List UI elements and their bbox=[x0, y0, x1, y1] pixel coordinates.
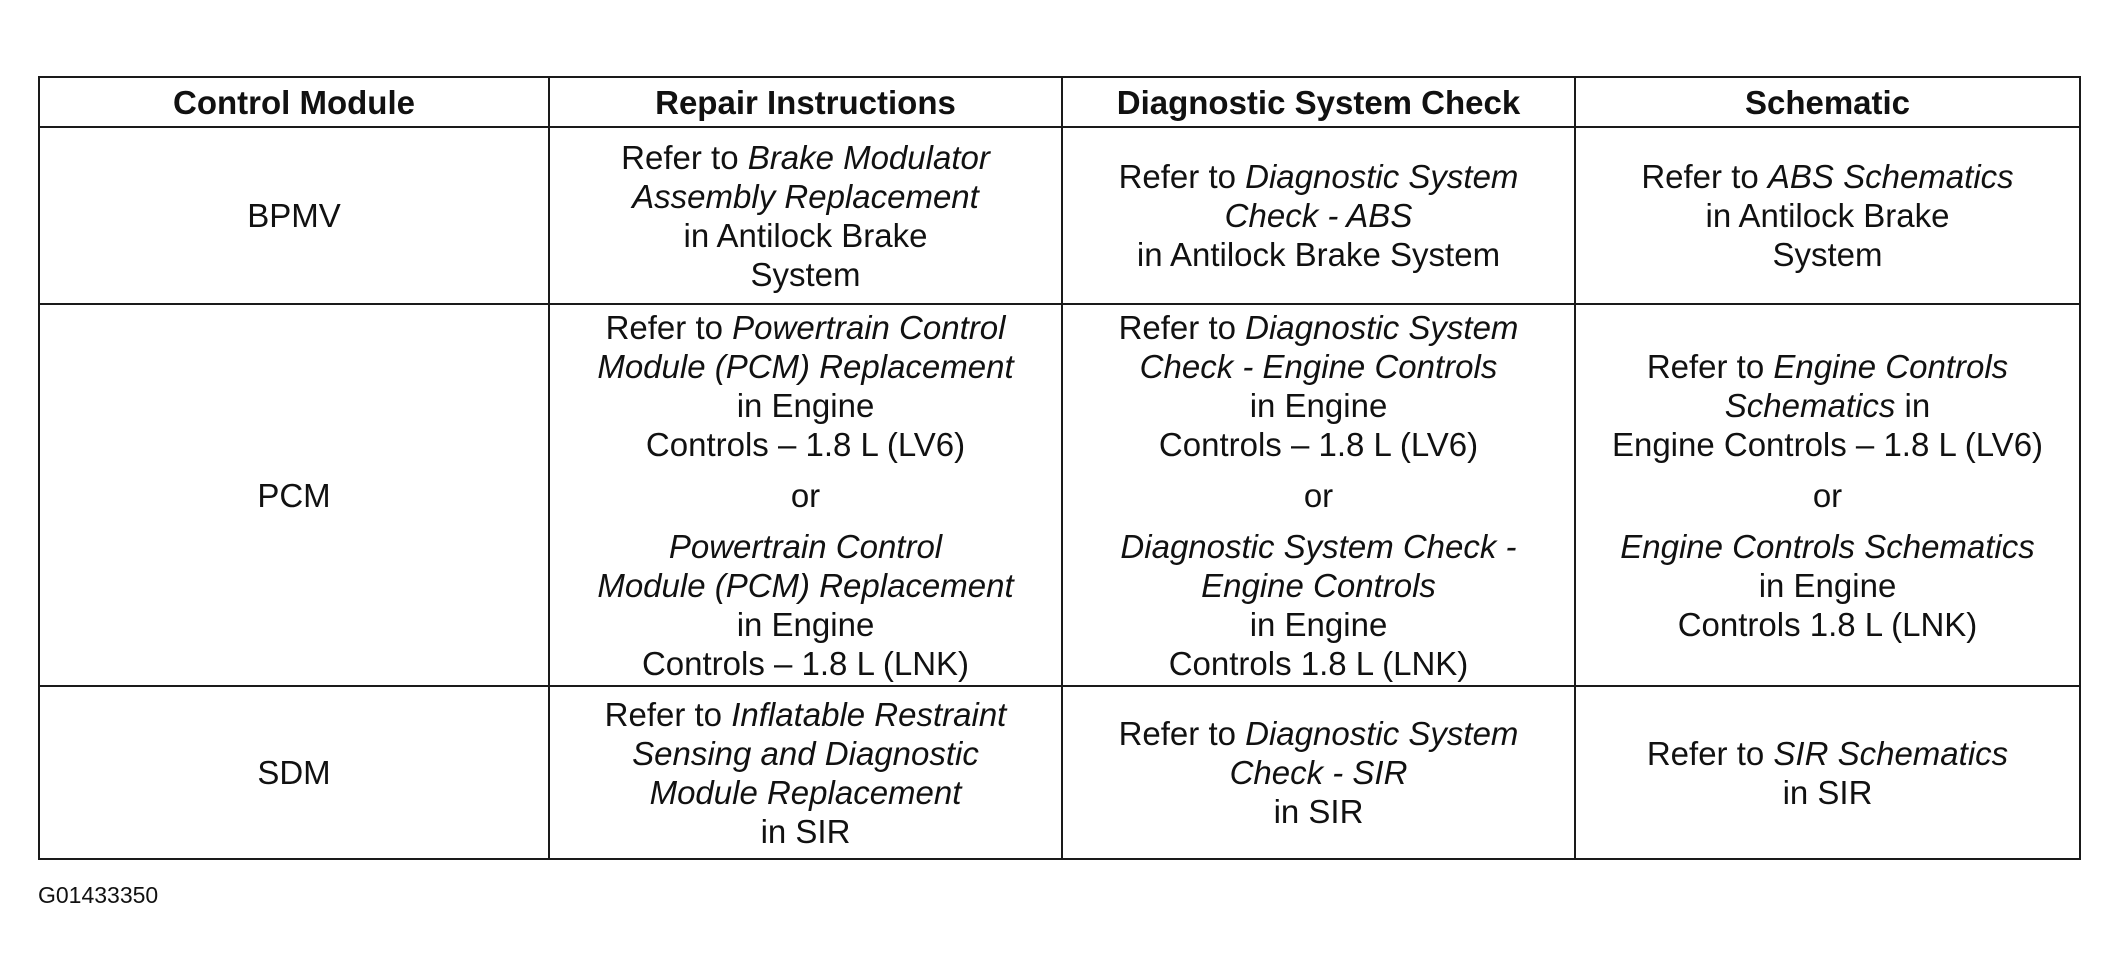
reference-title-text: Diagnostic System bbox=[1245, 715, 1519, 752]
module-cell: BPMV bbox=[39, 127, 549, 304]
cell-line bbox=[1073, 527, 1564, 566]
diagnostic-cell bbox=[1062, 686, 1575, 859]
cell-text: Controls 1.8 L (LNK) bbox=[1677, 605, 1978, 643]
cell-line bbox=[1073, 308, 1564, 347]
cell-line bbox=[1073, 425, 1564, 464]
cell-text: Refer to bbox=[1646, 347, 1774, 385]
reference-title-text: ABS Schematics bbox=[1767, 158, 2014, 195]
reference-title-text: Brake Modulator bbox=[747, 138, 990, 176]
cell-text: in Engine bbox=[1249, 605, 1388, 643]
cell-line bbox=[560, 308, 1051, 347]
repair-cell bbox=[549, 304, 1062, 686]
cell-line bbox=[560, 476, 1051, 515]
reference-title-text: Module Replacement bbox=[649, 773, 962, 811]
cell-text: Refer to bbox=[605, 308, 733, 346]
reference-title-text: Check - Engine Controls bbox=[1139, 347, 1498, 385]
cell-line bbox=[560, 425, 1051, 464]
header-diagnostic-system-check: Diagnostic System Check bbox=[1062, 77, 1575, 127]
cell-text: in Engine bbox=[1249, 386, 1388, 424]
cell-line bbox=[560, 695, 1051, 734]
reference-title-text: Diagnostic System bbox=[1245, 158, 1519, 195]
control-module-reference-table bbox=[38, 76, 2081, 860]
reference-title-text: Check - ABS bbox=[1224, 197, 1413, 234]
cell-line bbox=[560, 566, 1051, 605]
reference-title-text: Diagnostic System bbox=[1245, 308, 1519, 346]
table-row-sdm bbox=[39, 686, 2080, 859]
cell-line bbox=[1586, 386, 2069, 425]
cell-line bbox=[1073, 157, 1564, 196]
cell-line bbox=[560, 255, 1051, 294]
reference-title-text: Diagnostic System Check - bbox=[1120, 527, 1517, 565]
cell-line bbox=[1073, 386, 1564, 425]
header-schematic: Schematic bbox=[1575, 77, 2080, 127]
cell-line bbox=[1586, 476, 2069, 515]
cell-line bbox=[560, 138, 1051, 177]
cell-text: Refer to bbox=[1118, 715, 1246, 752]
cell-text: Refer to bbox=[1118, 308, 1246, 346]
cell-text: or bbox=[790, 476, 821, 514]
module-cell: SDM bbox=[39, 686, 549, 859]
figure-id-label: G01433350 bbox=[38, 882, 159, 908]
cell-text: in SIR bbox=[1782, 773, 1873, 811]
cell-text: Refer to bbox=[604, 695, 732, 733]
schematic-cell bbox=[1575, 127, 2080, 304]
header-control-module: Control Module bbox=[39, 77, 549, 127]
cell-text: in Antilock Brake bbox=[683, 216, 928, 254]
cell-text: in Engine bbox=[1758, 566, 1897, 604]
cell-line bbox=[1586, 773, 2069, 812]
repair-cell bbox=[549, 127, 1062, 304]
cell-text: System bbox=[1772, 236, 1883, 273]
schematic-cell bbox=[1575, 686, 2080, 859]
reference-title-text: Engine Controls bbox=[1773, 347, 2009, 385]
reference-title-text: Check - SIR bbox=[1229, 754, 1408, 791]
cell-text: or bbox=[1812, 476, 1843, 514]
cell-line bbox=[1586, 235, 2069, 274]
cell-line bbox=[1073, 714, 1564, 753]
cell-line bbox=[1073, 196, 1564, 235]
reference-title-text: Module (PCM) Replacement bbox=[597, 566, 1014, 604]
cell-line bbox=[1586, 196, 2069, 235]
schematic-cell bbox=[1575, 304, 2080, 686]
reference-title-text: Inflatable Restraint bbox=[731, 695, 1007, 733]
cell-line bbox=[1586, 605, 2069, 644]
module-cell: PCM bbox=[39, 304, 549, 686]
cell-line bbox=[560, 177, 1051, 216]
cell-line bbox=[560, 812, 1051, 851]
cell-text: or bbox=[1303, 476, 1334, 514]
diagnostic-cell bbox=[1062, 304, 1575, 686]
cell-line bbox=[1073, 792, 1564, 831]
cell-line bbox=[1073, 644, 1564, 683]
cell-line bbox=[560, 527, 1051, 566]
cell-line bbox=[1073, 605, 1564, 644]
cell-line bbox=[560, 773, 1051, 812]
cell-text: Controls – 1.8 L (LNK) bbox=[641, 644, 970, 682]
repair-cell bbox=[549, 686, 1062, 859]
cell-text: in Engine bbox=[736, 386, 875, 424]
diagnostic-cell bbox=[1062, 127, 1575, 304]
reference-title-text: SIR Schematics bbox=[1773, 734, 2009, 772]
cell-text: Controls 1.8 L (LNK) bbox=[1168, 644, 1469, 682]
reference-title-text: Powertrain Control bbox=[668, 527, 943, 565]
cell-text: Controls – 1.8 L (LV6) bbox=[1158, 425, 1479, 463]
cell-line bbox=[1586, 566, 2069, 605]
cell-text: in bbox=[1895, 386, 1931, 424]
cell-line bbox=[1073, 347, 1564, 386]
cell-text: in SIR bbox=[760, 812, 851, 850]
reference-title-text: Powertrain Control bbox=[732, 308, 1006, 346]
cell-line bbox=[1073, 476, 1564, 515]
cell-line bbox=[1586, 527, 2069, 566]
cell-text: Refer to bbox=[1641, 158, 1768, 195]
cell-line bbox=[560, 734, 1051, 773]
cell-line bbox=[1586, 157, 2069, 196]
reference-title-text: Assembly Replacement bbox=[632, 177, 979, 215]
cell-line bbox=[560, 644, 1051, 683]
cell-line bbox=[1586, 425, 2069, 464]
cell-text: in Antilock Brake bbox=[1705, 197, 1950, 234]
cell-text: in Engine bbox=[736, 605, 875, 643]
cell-text: Refer to bbox=[1646, 734, 1774, 772]
reference-title-text: Sensing and Diagnostic bbox=[632, 734, 979, 772]
header-repair-instructions: Repair Instructions bbox=[549, 77, 1062, 127]
cell-text: in Antilock Brake System bbox=[1136, 236, 1501, 273]
cell-line bbox=[1073, 566, 1564, 605]
cell-line bbox=[560, 386, 1051, 425]
cell-text: Engine Controls – 1.8 L (LV6) bbox=[1611, 425, 2044, 463]
cell-text: Controls – 1.8 L (LV6) bbox=[645, 425, 966, 463]
table-header-row bbox=[39, 77, 2080, 127]
cell-line bbox=[560, 605, 1051, 644]
reference-title-text: Schematics bbox=[1724, 386, 1896, 424]
table-row-pcm bbox=[39, 304, 2080, 686]
cell-line bbox=[1586, 347, 2069, 386]
cell-line bbox=[1073, 753, 1564, 792]
reference-title-text: Module (PCM) Replacement bbox=[597, 347, 1014, 385]
cell-text: Refer to bbox=[1118, 158, 1246, 195]
cell-text: in SIR bbox=[1273, 793, 1364, 830]
table-row-bpmv bbox=[39, 127, 2080, 304]
cell-text: System bbox=[750, 255, 861, 293]
reference-title-text: Engine Controls Schematics bbox=[1620, 527, 2035, 565]
cell-line bbox=[560, 216, 1051, 255]
cell-line bbox=[1073, 235, 1564, 274]
cell-line bbox=[560, 347, 1051, 386]
cell-text: Refer to bbox=[621, 138, 748, 176]
reference-title-text: Engine Controls bbox=[1201, 566, 1436, 604]
cell-line bbox=[1586, 734, 2069, 773]
